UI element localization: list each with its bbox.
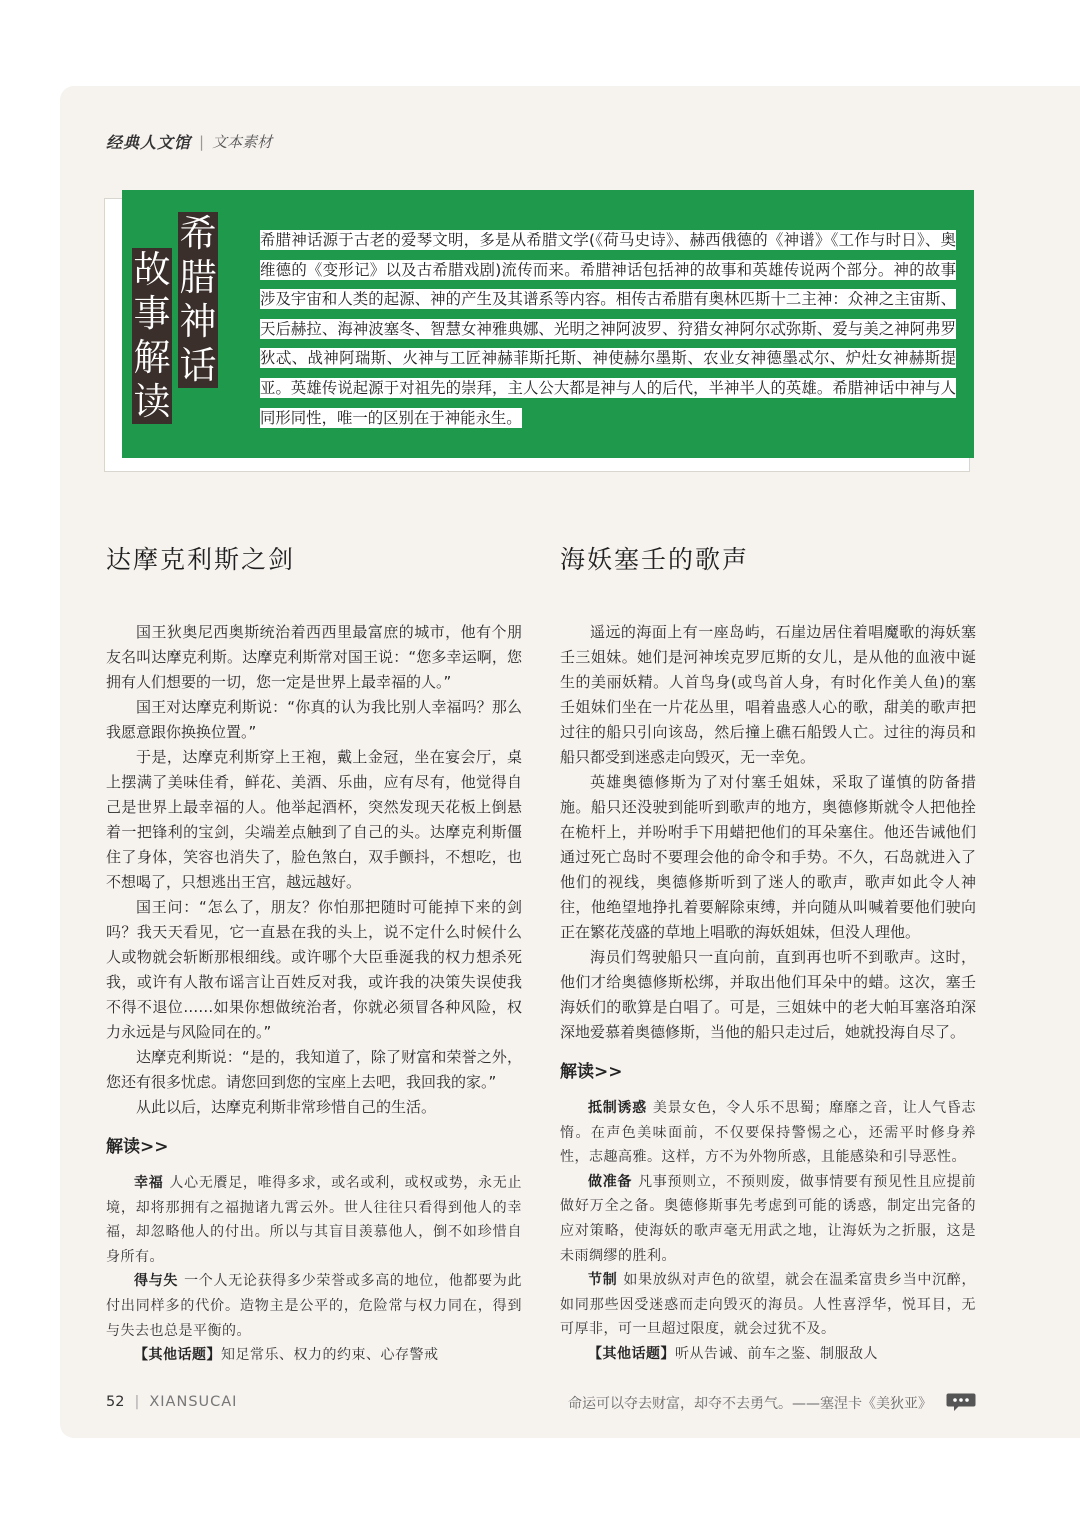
title-character: 事 (133, 292, 171, 335)
story-paragraph: 国王对达摩克利斯说：“你真的认为我比别人幸福吗？那么我愿意跟你换换位置。” (106, 698, 522, 741)
other-topics-text: 听从告诫、前车之鉴、制服敌人 (675, 1345, 878, 1362)
right-column (560, 540, 976, 1367)
story-paragraph: 国王问：“怎么了，朋友？你怕那把随时可能掉下来的剑吗？我天天看见，它一直悬在我的头上，说不定什么时候什么人或物就会斩断那根细线。或许哪个大臣垂涎我的权力想杀死我，或许有人散布谣言让百姓反对我，或许我的决策失误使我不得不退位……如果你想做统治者，你就必须冒各种风险，权力永远是与风险同在的。” (106, 898, 522, 1041)
title-character: 故 (133, 248, 171, 291)
page-header (106, 130, 272, 153)
intro-text (260, 226, 956, 433)
analysis-text: 美景女色，令人乐不思蜀；靡靡之音，让人气昏志惰。在声色美味面前，不仅要保持警惕之心，还需平时修身养性，志趣高雅。这样，方不为外物所惑，且能感染和引导恶性。 (560, 1100, 977, 1166)
speech-bubble-icon (946, 1393, 976, 1411)
analysis-keyword: 抵制诱惑 (588, 1100, 647, 1116)
analysis-text: 凡事预则立，不预则废，做事情要有预见性且应提前做好万全之备。奥德修斯事先考虑到可能的诱惑，制定出完备的应对策略，使海妖的歌声毫无用武之地，让海妖为之折服，这是未雨绸缪的胜利。 (560, 1173, 977, 1264)
left-analysis (106, 1171, 522, 1343)
story-paragraph: 英雄奥德修斯为了对付塞壬姐妹，采取了谨慎的防备措施。船只还没驶到能听到歌声的地方，奥德修斯就令人把他拴在桅杆上，并吩咐手下用蜡把他们的耳朵塞住。他还告诫他们通过死亡岛时不要理会他的命令和手势。不久，石岛就进入了他们的视线，奥德修斯听到了迷人的歌声，歌声如此令人神往，他绝望地挣扎着要解除束缚，并向随从叫喊着要他们驶向正在繁花茂盛的草地上唱歌的海妖姐妹，但没人理他。 (560, 773, 976, 941)
right-article-title: 海妖塞壬的歌声 (560, 545, 750, 574)
story-paragraph: 国王狄奥尼西奥斯统治着西西里最富庶的城市，他有个朋友名叫达摩克利斯。达摩克利斯常对国王说：“您多幸运啊，您拥有人们想要的一切，您一定是世界上最幸福的人。” (106, 623, 522, 691)
analysis-item (560, 1170, 976, 1268)
title-character: 腊 (179, 256, 217, 299)
analysis-text: 人心无餍足，唯得多求，或名或利，或权或势，永无止境，却将那拥有之福抛诸九霄云外。世人往往只看得到他人的幸福，却忽略他人的付出。所以与其盲目羡慕他人，倒不如珍惜自身所有。 (106, 1175, 523, 1265)
title-character: 希 (179, 212, 217, 255)
analysis-item (560, 1096, 976, 1170)
right-story (560, 620, 976, 1045)
analysis-item (106, 1171, 522, 1269)
intro-paragraph: 希腊神话源于古老的爱琴文明，多是从希腊文学(《荷马史诗》、赫西俄德的《神谱》《工作与时日》、奥维德的《变形记》以及古希腊戏剧)流传而来。希腊神话包括神的故事和英雄传说两个部分。神的故事涉及宇宙和人类的起源、神的产生及其谱系等内容。相传古希腊有奥林匹斯十二主神：众神之主宙斯、天后赫拉、海神波塞冬、智慧女神雅典娜、光明之神阿波罗、狩猎女神阿尔忒弥斯、爱与美之神阿弗罗狄忒、战神阿瑞斯、火神与工匠神赫菲斯托斯、神使赫尔墨斯、农业女神德墨忒尔、炉灶女神赫斯提亚。英雄传说起源于对祖先的崇拜，主人公大都是神与人的后代，半神半人的英雄。希腊神话中神与人同形同性，唯一的区别在于神能永生。 (260, 231, 956, 427)
analysis-item (106, 1269, 522, 1343)
left-other-topics (106, 1343, 522, 1368)
story-paragraph: 从此以后，达摩克利斯非常珍惜自己的生活。 (136, 1098, 437, 1116)
other-topics-label: 【其他话题】 (134, 1347, 221, 1364)
right-other-topics (560, 1342, 976, 1367)
header-separator: | (199, 132, 205, 151)
page-footer-left (106, 1394, 237, 1410)
analysis-keyword: 做准备 (588, 1173, 633, 1190)
story-paragraph: 海员们驾驶船只一直向前，直到再也听不到歌声。这时，他们才给奥德修斯松绑，并取出他们耳朵中的蜡。这次，塞壬海妖们的歌算是白唱了。可是，三姐妹中的老大帕耳塞洛珀深深地爱慕着奥德修斯，当他的船只走过后，她就投海自尽了。 (560, 948, 976, 1041)
page-number: 52 (106, 1394, 125, 1410)
section-name: 文本素材 (212, 133, 273, 151)
analysis-text: 一个人无论获得多少荣誉或多高的地位，他都要为此付出同样多的代价。造物主是公平的，危险常与权力同在，得到与失去也总是平衡的。 (106, 1273, 523, 1339)
intro-title (130, 212, 225, 423)
title-character: 神 (179, 300, 217, 343)
brand-name: 经典人文馆 (106, 133, 192, 152)
publication-name: XIANSUCAI (149, 1394, 238, 1410)
title-character: 解 (133, 336, 171, 379)
intro-title-column-1 (178, 212, 218, 388)
right-analysis (560, 1096, 976, 1342)
left-story (106, 620, 522, 1120)
left-article-title: 达摩克利斯之剑 (106, 545, 296, 574)
left-analysis-heading: 解读>> (106, 1137, 169, 1157)
analysis-keyword: 得与失 (134, 1273, 179, 1290)
analysis-keyword: 幸福 (134, 1175, 164, 1191)
left-column (106, 540, 522, 1368)
story-paragraph: 于是，达摩克利斯穿上王袍，戴上金冠，坐在宴会厅，桌上摆满了美味佳肴，鲜花、美酒、乐曲，应有尽有，他觉得自己是世界上最幸福的人。他举起酒杯，突然发现天花板上倒悬着一把锋利的宝剑，尖端差点触到了自己的头。达摩克利斯僵住了身体，笑容也消失了，脸色煞白，双手颤抖，不想吃，也不想喝了，只想逃出王宫，越远越好。 (106, 748, 522, 891)
footer-quote: 命运可以夺去财富，却夺不去勇气。——塞涅卡《美狄亚》 (568, 1396, 932, 1412)
footer-separator: | (134, 1394, 140, 1410)
story-paragraph: 达摩克利斯说：“是的，我知道了，除了财富和荣誉之外，您还有很多忧虑。请您回到您的宝座上去吧，我回我的家。” (106, 1048, 522, 1091)
title-character: 话 (179, 344, 217, 387)
story-paragraph: 遥远的海面上有一座岛屿，石崖边居住着唱魔歌的海妖塞壬三姐妹。她们是河神埃克罗厄斯的女儿，是从他的血液中诞生的美丽妖精。人首鸟身(或鸟首人身，有时化作美人鱼)的塞壬姐妹们坐在一片花丛里，唱着蛊惑人心的歌，甜美的歌声把过往的船只引向该岛，然后撞上礁石船毁人亡。过往的海员和船只都受到迷惑走向毁灭，无一幸免。 (560, 623, 976, 766)
other-topics-label: 【其他话题】 (588, 1345, 675, 1362)
analysis-keyword: 节制 (588, 1272, 618, 1289)
analysis-text: 如果放纵对声色的欲望，就会在温柔富贵乡当中沉醉，如同那些因受迷惑而走向毁灭的海员。人性喜浮华，悦耳目，无可厚非，可一旦超过限度，就会过犹不及。 (560, 1272, 977, 1338)
right-analysis-heading: 解读>> (560, 1062, 623, 1082)
analysis-item (560, 1268, 976, 1342)
intro-title-column-2 (132, 248, 172, 424)
title-character: 读 (133, 380, 171, 423)
other-topics-text: 知足常乐、权力的约束、心存警戒 (221, 1347, 439, 1364)
